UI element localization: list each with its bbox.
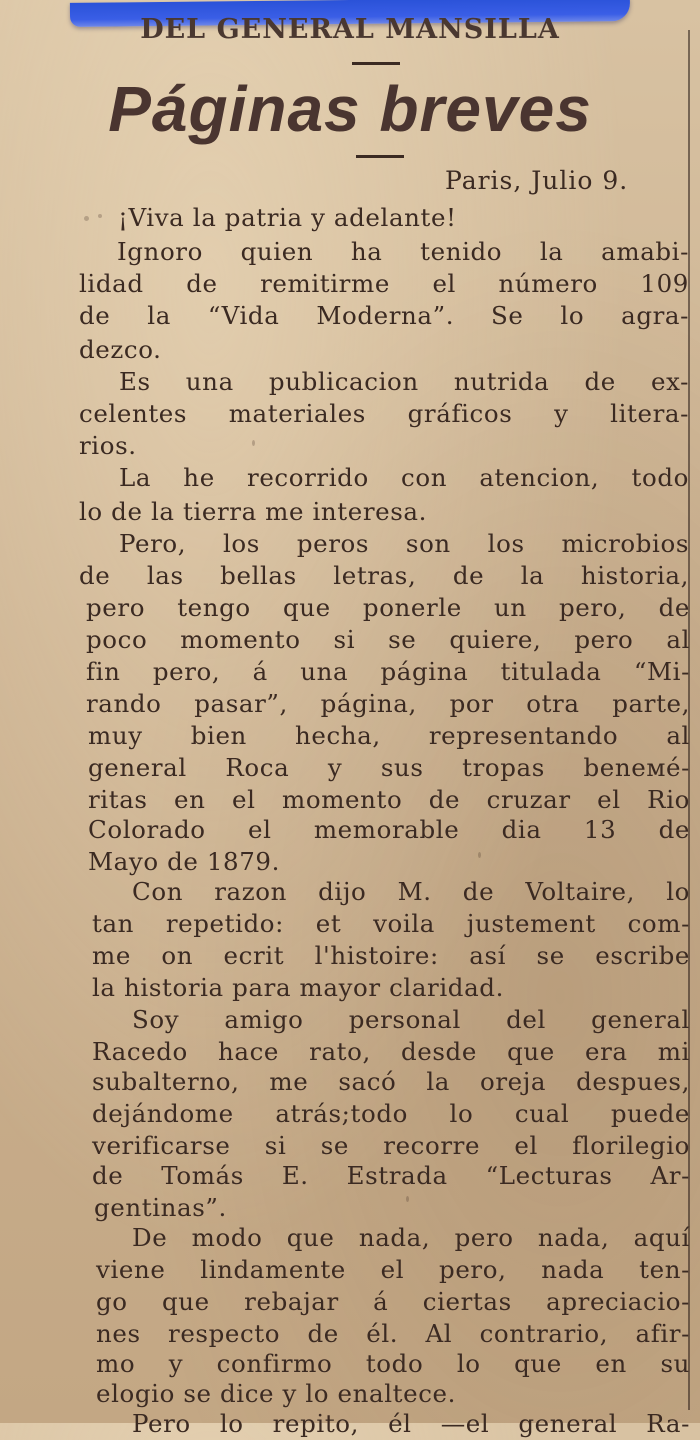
body-line: Mayo de 1879. xyxy=(88,847,280,876)
ink-speck xyxy=(98,214,102,218)
body-line: lidad de remitirme el número 109 xyxy=(79,269,689,298)
ink-speck xyxy=(84,216,89,221)
divider-top xyxy=(352,62,400,65)
body-line: lo de la tierra me interesa. xyxy=(79,497,428,526)
body-line: dezco. xyxy=(79,335,162,364)
body-line: ¡Viva la patria y adelante! xyxy=(118,203,457,232)
body-line: Racedo hace rato, desde que era mi xyxy=(92,1037,690,1066)
body-line: verificarse si se recorre el florilegio xyxy=(92,1131,690,1160)
body-line: dejándome atrás;todo lo cual puede xyxy=(92,1099,690,1128)
body-line: de las bellas letras, de la historia, xyxy=(79,561,689,590)
body-line: nes respecto de él. Al contrario, afir- xyxy=(96,1319,690,1348)
body-line: fin pero, á una página titulada “Mi- xyxy=(86,657,690,686)
ink-speck xyxy=(406,1196,409,1202)
ink-speck xyxy=(478,852,481,858)
body-line: mo y confirmo todo lo que en su xyxy=(96,1349,690,1378)
body-line: muy bien hecha, representando al xyxy=(88,721,690,750)
dateline: Paris, Julio 9. xyxy=(445,166,629,195)
body-line: la historia para mayor claridad. xyxy=(92,973,504,1002)
body-line: celentes materiales gráficos y litera- xyxy=(79,399,689,428)
body-line: Soy amigo personal del general xyxy=(132,1005,690,1034)
body-line: Ignoro quien ha tenido la amabi- xyxy=(117,237,689,266)
body-line: Con razon dijo M. de Voltaire, lo xyxy=(132,877,690,906)
body-line: general Roca y sus tropas beneмé- xyxy=(88,753,690,782)
body-line: viene lindamente el pero, nada ten- xyxy=(96,1255,690,1284)
body-line: de Tomás E. Estrada “Lecturas Ar- xyxy=(92,1161,690,1190)
body-line: tan repetido: et voila justement com- xyxy=(92,909,690,938)
body-line: Colorado el memorable dia 13 de xyxy=(88,815,690,844)
body-line: De modo que nada, pero nada, aquí xyxy=(132,1223,690,1252)
ink-speck xyxy=(252,440,255,446)
body-line: elogio se dice y lo enaltece. xyxy=(96,1379,457,1408)
body-line: rios. xyxy=(79,431,137,460)
body-line: me on ecrit l'histoire: así se escribe xyxy=(92,941,690,970)
divider-bottom xyxy=(356,155,404,158)
article-title: Páginas breves xyxy=(108,73,592,145)
body-line: Es una publicacion nutrida de ex- xyxy=(119,367,689,396)
body-line: pero tengo que ponerle un pero, de xyxy=(86,593,690,622)
body-line: Pero, los peros son los microbios xyxy=(119,529,689,558)
body-line: ritas en el momento de cruzar el Rio xyxy=(88,785,690,814)
body-line: rando pasar”, página, por otra parte, xyxy=(86,689,690,718)
body-line: Pero lo repito, él —el general Ra- xyxy=(132,1409,690,1438)
section-kicker: DEL GENERAL MANSILLA xyxy=(140,14,560,45)
body-line: poco momento si se quiere, pero al xyxy=(86,625,690,654)
body-line: de la “Vida Moderna”. Se lo agra- xyxy=(79,301,689,330)
body-line: gentinas”. xyxy=(94,1193,227,1222)
body-line: subalterno, me sacó la oreja despues, xyxy=(92,1067,690,1096)
body-line: go que rebajar á ciertas apreciacio- xyxy=(96,1287,690,1316)
body-line: La he recorrido con atencion, todo xyxy=(119,463,689,492)
